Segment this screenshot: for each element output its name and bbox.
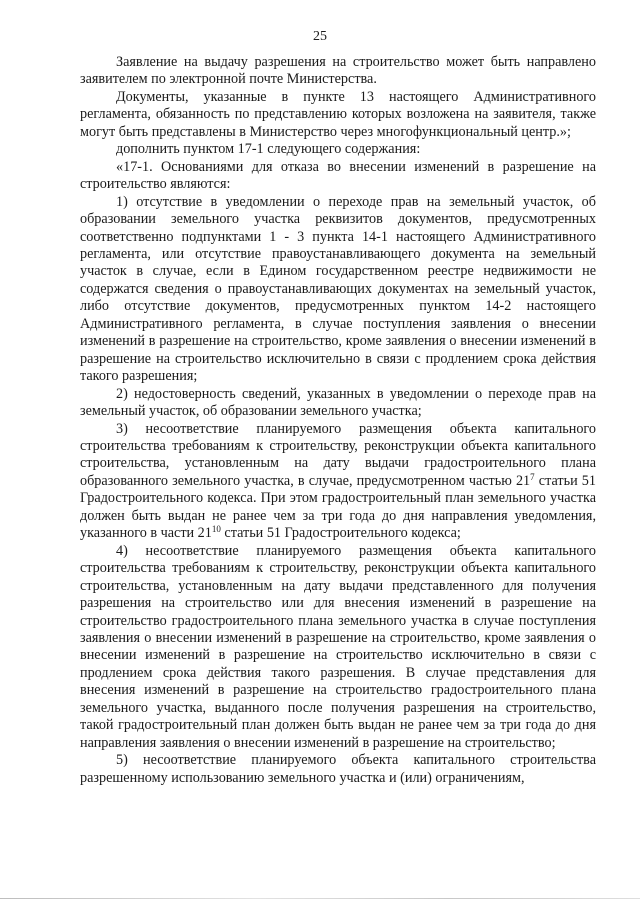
item-3-text-a: 3) несоответствие планируемого размещения объекта капитального строительства требованиям к строительству, реконструкции объекта капитального строительства, установленным на дату выдачи градостроительного плана образованного земельного участка, в случае, предусмотренном частью 21 [80, 420, 596, 489]
paragraph-item-3 [80, 421, 596, 543]
paragraph-add-clause: дополнить пунктом 17-1 следующего содержания: [116, 141, 421, 158]
paragraph-item-2: 2) недостоверность сведений, указанных в уведомлении о переходе прав на земельный участок, об образовании земельного участка; [80, 385, 596, 420]
paragraph-item-4: 4) несоответствие планируемого размещения объекта капитального строительства требованиям к строительству, реконструкции объекта капитального строительства, установленным на дату выдачи представленного для получения разрешения на строительство или для внесения изменений в разрешение на строительство градостроительного плана земельного участка в случае поступления заявления о внесении изменений в разрешение на строительство, кроме заявления о внесении изменений в разрешение на строительство исключительно в связи с продлением срока действия такого разрешения. В случае представления для внесения изменений в разрешение на строительство градостроительного плана земельного участка, выданного после получения разрешения на строительство, такой градостроительный план должен быть выдан не ранее чем за три года до дня направления заявления о внесении изменений в разрешение на строительство; [80, 542, 596, 751]
paragraph-electronic-submission: Заявление на выдачу разрешения на строительство может быть направлено заявителем по электронной почте Министерства. [80, 54, 596, 88]
item-3-text-c: статьи 51 Градостроительного кодекса; [220, 525, 461, 542]
document-body [80, 54, 596, 787]
item-3-text-b: статьи 51 Градостроительного кодекса. При этом градостроительный план земельного участка должен быть выдан не ранее чем за три года до дня направления уведомления, указанного в части 21 [80, 472, 596, 542]
paragraph-clause-17-1: «17-1. Основаниями для отказа во внесении изменений в разрешение на строительство являются: [80, 158, 596, 193]
paragraph-documents-mfc: Документы, указанные в пункте 13 настоящего Административного регламента, обязанность по представлению которых возложена на заявителя, также могут быть представлены в Министерство через многофункциональный центр.»; [80, 88, 596, 140]
scan-bottom-edge [0, 898, 640, 899]
superscript-7: 7 [530, 471, 535, 482]
page-number: 25 [313, 29, 327, 44]
paragraph-item-1: 1) отсутствие в уведомлении о переходе прав на земельный участок, об образовании земельного участка реквизитов документов, предусмотренных соответственно подпунктами 1 - 3 пункта 14-1 настоящего Административного регламента, или отсутствие правоустанавливающего документа на земельный участок в случае, если в Едином государственном реестре недвижимости не содержатся сведения о правоустанавливающих документах на земельный участок, либо отсутствие документов, предусмотренных пунктом 14-2 настоящего Административного регламента, в случае поступления заявления о внесении изменений в разрешение на строительство, кроме заявления о внесении изменений в разрешение на строительство исключительно в связи с продлением срока действия такого разрешения; [80, 193, 596, 385]
superscript-10: 10 [211, 524, 221, 535]
paragraph-item-5: 5) несоответствие планируемого объекта капитального строительства разрешенному использованию земельного участка и (или) ограничениям, [80, 752, 596, 786]
